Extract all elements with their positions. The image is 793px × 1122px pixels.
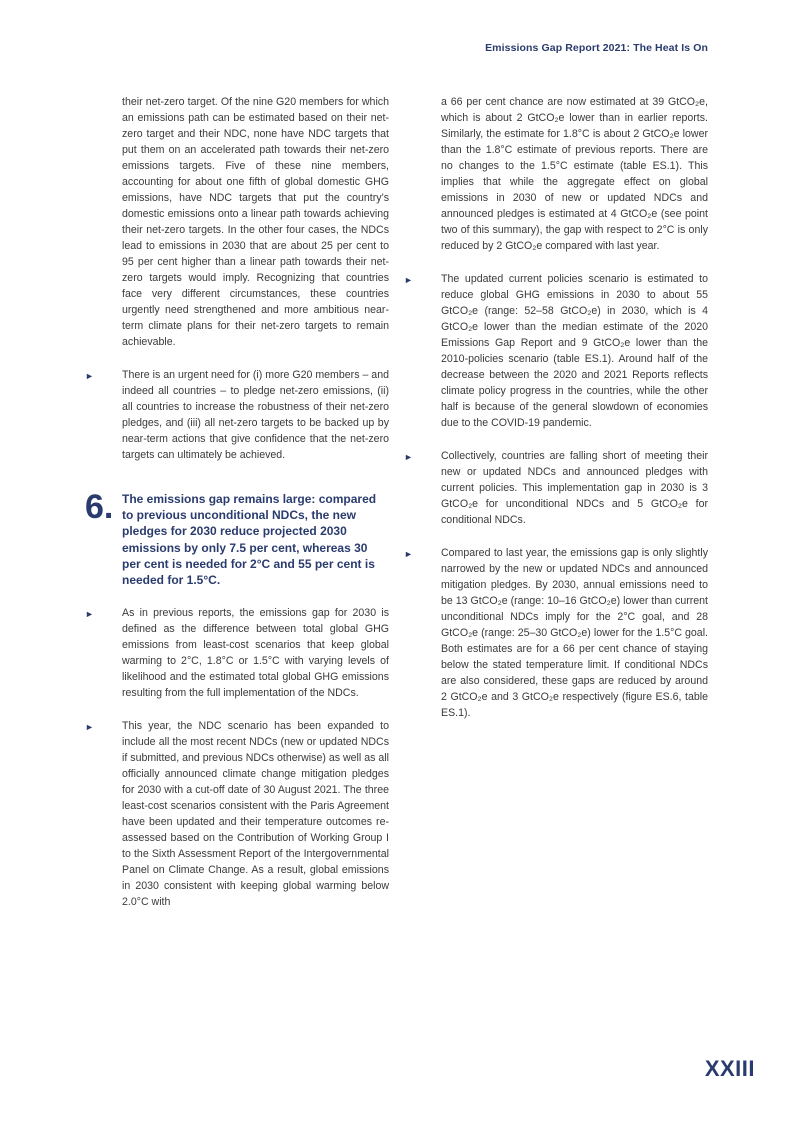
bullet-text: This year, the NDC scenario has been expanded to include all the most recent NDCs (new or updated NDCs if submitted, and previous NDCs otherwise) as well as all officially announced climate change mitigation pledges for 2030 with a cut-off date of 30 August 2021. The three least-cost scenarios consistent with the Paris Agreement have been updated and their temperature outcomes re-assessed based on the Contribution of Working Group I to the Sixth Assessment Report of the Intergovernmental Panel on Climate Change. As a result, global emissions in 2030 consistent with keeping global warming below 2.0°C with	[122, 720, 389, 909]
bullet-item	[85, 605, 389, 701]
page-number: XXIII	[704, 1056, 755, 1081]
bullet-arrow-icon: ►	[85, 722, 94, 733]
bullet-item	[404, 271, 708, 431]
bullet-text: As in previous reports, the emissions gap for 2030 is defined as the difference between total global GHG emissions from least-cost scenarios that keep global warming to 2°C, 1.8°C or 1.5°C with varying levels of likelihood and the estimated total global GHG emissions resulting from the full implementation of the NDCs.	[122, 607, 389, 700]
bullet-arrow-icon: ►	[85, 371, 94, 381]
bullet-text: There is an urgent need for (i) more G20 members – and indeed all countries – to pledge net-zero emissions, (ii) all countries to increase the robustness of their net-zero pledges, and (iii) all net-zero targets to be backed up by near-term actions that give confidence that the net-zero targets can ultimately be achieved.	[122, 369, 389, 461]
running-header: Emissions Gap Report 2021: The Heat Is On	[485, 42, 708, 54]
bullet-arrow-icon: ►	[404, 275, 413, 285]
continued-paragraph: their net-zero target. Of the nine G20 members for which an emissions path can be estimated based on their net-zero target and their NDC, none have NDC targets that put them on an accelerated path towards their net-zero emissions targets. Five of these nine members, accounting for about one fifth of global domestic GHG emissions, have NDC targets that put the country’s domestic emissions onto a linear path towards achieving their net-zero targets. In the other four cases, the NDCs lead to emissions in 2030 that are about 25 per cent to 95 per cent higher than a linear path towards their net-zero targets would imply. Recognizing that countries face very different circumstances, these countries urgently need strengthened and more ambitious near-term climate plans for their net-zero targets to remain achievable.	[122, 96, 389, 348]
bullet-text: Compared to last year, the emissions gap is only slightly narrowed by the new or updated NDCs and announced mitigation pledges. By 2030, annual emissions need to be 13 GtCO₂e (range: 10–16 GtCO₂e) lower than current unconditional NDCs imply for the 2°C goal, and 28 GtCO₂e (range: 25–30 GtCO₂e) lower for the 1.5°C goal. Both estimates are for a 66 per cent chance of staying below the stated temperature limit. If conditional NDCs are also considered, these gaps are reduced by around 2 GtCO₂e and 3 GtCO₂e respectively (figure ES.6, table ES.1).	[441, 547, 708, 719]
bullet-item	[404, 545, 708, 721]
continued-paragraph: a 66 per cent chance are now estimated at 39 GtCO₂e, which is about 2 GtCO₂e lower than in earlier reports. Similarly, the estimate for 1.8°C is about 2 GtCO₂e lower than the 1.8°C estimate of previous reports. There are no changes to the 1.5°C estimate (table ES.1). This implies that while the aggregate effect on global emissions in 2030 of new or updated NDCs and announced pledges is estimated at 4 GtCO₂e (see point two of this summary), the gap with respect to 2°C is only reduced by 2 GtCO₂e compared with last year.	[441, 96, 708, 252]
section-title: The emissions gap remains large: compared to previous unconditional NDCs, the new pledges for 2030 reduce projected 2030 emissions by only 7.5 per cent, whereas 30 per cent is needed for 2°C and 55 per cent is needed for 1.5°C.	[122, 492, 377, 588]
bullet-item	[85, 367, 389, 463]
bullet-arrow-icon: ►	[85, 609, 94, 620]
bullet-text: The updated current policies scenario is estimated to reduce global GHG emissions in 2030 to about 55 GtCO₂e (range: 52–58 GtCO₂e) in 2030, which is 4 GtCO₂e lower than the median estimate of the 2020 Emissions Gap Report and 9 GtCO₂e lower than the 2010-policies scenario (table ES.1). Around half of the decrease between the 2020 and 2021 Reports reflects climate policy progress in the countries, while the other half is because of the general slowdown of economies due to the COVID-19 pandemic.	[441, 273, 708, 429]
bullet-arrow-icon: ►	[404, 549, 413, 559]
right-column	[404, 94, 708, 721]
left-column	[85, 94, 389, 910]
bullet-arrow-icon: ►	[404, 452, 413, 462]
section-heading	[85, 488, 389, 588]
bullet-text: Collectively, countries are falling short of meeting their new or updated NDCs and announced pledges with current policies. This implementation gap in 2030 is 3 GtCO₂e for unconditional NDCs and 5 GtCO₂e for conditional NDCs.	[441, 450, 708, 526]
section-number: 6.	[85, 488, 114, 526]
bullet-item	[404, 448, 708, 528]
bullet-item	[85, 718, 389, 910]
